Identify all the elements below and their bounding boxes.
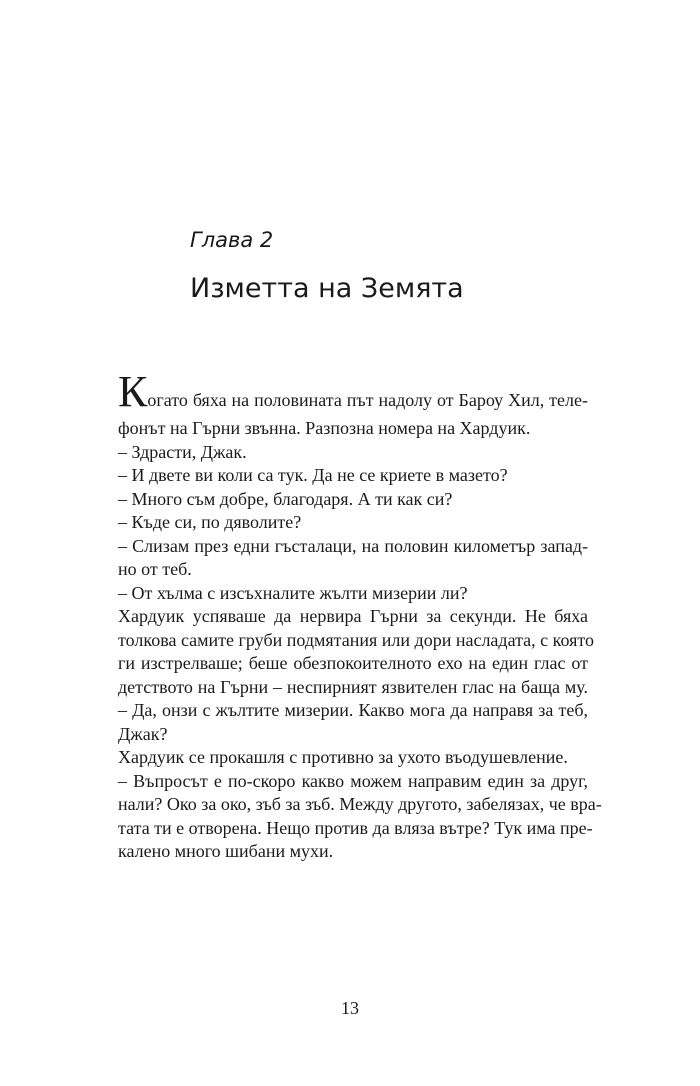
- chapter-label: Глава 2: [190, 228, 274, 252]
- body-text: [118, 367, 602, 864]
- paragraph-line: Хардуик се прокашля с противно за ухото въодушевление.: [118, 747, 568, 767]
- paragraph-line: – От хълма с изсъхналите жълти мизерии ли?: [118, 582, 468, 603]
- page-number: 13: [341, 998, 359, 1018]
- line-text: огато бяха на половината път надолу от Бароу Хил, теле-: [147, 390, 588, 410]
- paragraph-line: нали? Око за око, зъб за зъб. Между другото, забелязах, че вра-: [118, 794, 602, 814]
- paragraph-line: толкова самите груби подмятания или дори насладата, с която: [118, 629, 595, 650]
- paragraph-line: – И двете ви коли са тук. Да не се криете в мазето?: [118, 465, 508, 485]
- paragraph-line: – Много съм добре, благодаря. А ти как си?: [118, 488, 453, 509]
- paragraph-line: – Да, онзи с жълтите мизерии. Какво мога да направя за теб,: [118, 700, 588, 720]
- paragraph-line: – Слизам през едни гъсталаци, на половин километър запад-: [118, 535, 588, 556]
- chapter-title: Изметта на Земята: [190, 273, 464, 304]
- paragraph-line: тата ти е отворена. Нещо против да вляза вътре? Тук има пре-: [118, 817, 593, 838]
- paragraph-line: – Здрасти, Джак.: [118, 441, 247, 462]
- paragraph-line: фонът на Гърни звънна. Разпозна номера на Хардуик.: [118, 418, 531, 438]
- paragraph-line: Джак?: [118, 723, 168, 744]
- paragraph-line: Хардуик успяваше да нервира Гърни за секунди. Не бяха: [118, 606, 588, 626]
- paragraph-line: – Въпросът е по-скоро какво можем направим един за друг,: [118, 770, 588, 791]
- paragraph-line: детството на Гърни – неспирният язвителен глас на баща му.: [118, 676, 588, 697]
- paragraph-line: [118, 367, 588, 416]
- paragraph-line: ги изстрелваше; беше обезпокоителното ехо на един глас от: [118, 653, 588, 673]
- drop-cap: К: [118, 367, 148, 416]
- paragraph-line: но от теб.: [118, 559, 192, 579]
- paragraph-line: калено много шибани мухи.: [118, 841, 334, 861]
- paragraph-line: – Къде си, по дяволите?: [118, 512, 302, 532]
